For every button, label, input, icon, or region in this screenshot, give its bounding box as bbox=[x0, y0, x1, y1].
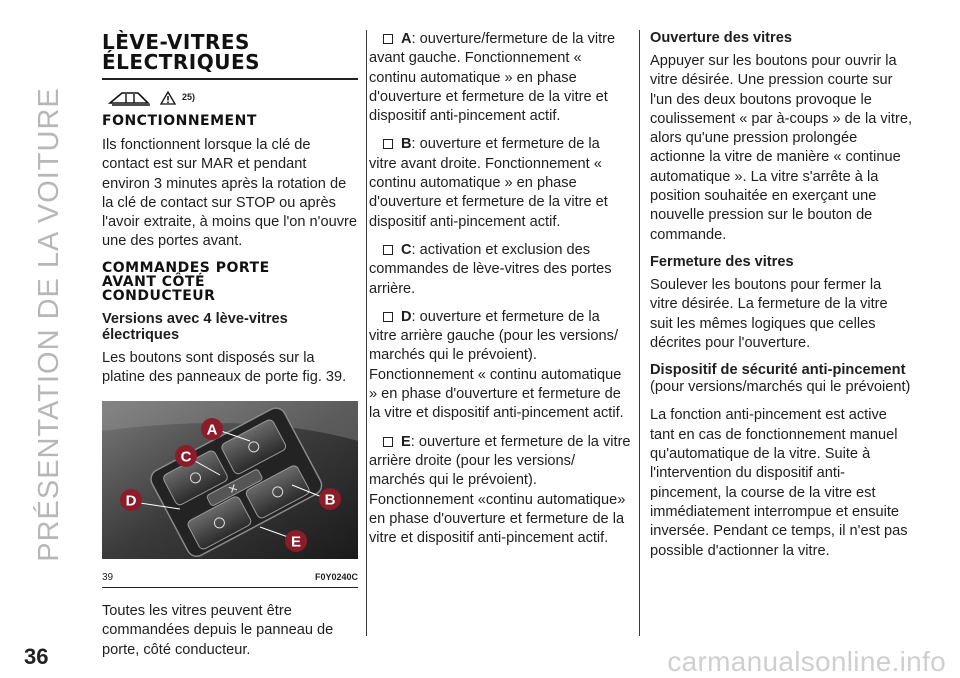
paragraph-fermeture: Soulever les boutons pour fermer la vitre désirée. La fermeture de la vitre suit les mêmes logiques que celles décrites pour l'ouverture. bbox=[650, 276, 888, 351]
callout-e: E bbox=[290, 533, 302, 551]
figure-number: 39 bbox=[102, 571, 114, 583]
list-item-d: D: ouverture et fermeture de la vitre arrière gauche (pour les versions/ marchés qui le prévoient). Fonctionnement « continu automatique » en phase d'ouverture et fermeture de la vitre et dispositif anti-pincement actif. bbox=[369, 308, 624, 422]
square-bullet-icon bbox=[383, 245, 393, 255]
list-item-e: E: ouverture et fermeture de la vitre arrière droite (pour les versions/ marchés qui le prévoient). Fonctionnement «continu automatique» en phase d'ouverture et fermeture de la vitre et dispositif anti-pincement actif. bbox=[369, 433, 631, 547]
square-bullet-icon bbox=[383, 312, 393, 322]
paragraph-toutes: Toutes les vitres peuvent être commandées depuis le panneau de porte, côté conducteur. bbox=[102, 602, 334, 658]
heading-commandes: COMMANDES PORTE AVANT CÔTÉ CONDUCTEUR bbox=[102, 259, 270, 304]
heading-dispositif: Dispositif de sécurité anti-pincement bbox=[650, 362, 906, 379]
side-section-title: PRÉSENTATION DE LA VOITURE bbox=[32, 86, 65, 562]
list-item-a: A: ouverture/fermeture de la vitre avant gauche. Fonctionnement « continu automatique » en phase d'ouverture et fermeture de la vitre et dispositif anti-pincement actif. bbox=[369, 31, 616, 125]
square-bullet-icon bbox=[383, 139, 393, 149]
paragraph-versions: Les boutons sont disposés sur la platine des panneaux de porte fig. 39. bbox=[102, 349, 347, 386]
list-item-c: C: activation et exclusion des commandes de lève-vitres des portes arrière. bbox=[369, 241, 612, 297]
paragraph-fonctionnement: Ils fonctionnent lorsque la clé de contact est sur MAR et pendant environ 3 minutes après la rotation de la clé de contact sur STOP ou après l'avoir extraite, à moins que l'on n'ouvre une des portes avant. bbox=[102, 137, 357, 250]
figure-caption bbox=[102, 568, 358, 587]
car-window-icon bbox=[108, 89, 156, 107]
title-rule bbox=[102, 78, 358, 80]
callout-a: A bbox=[206, 421, 218, 439]
column-1 bbox=[102, 30, 358, 669]
heading-versions: Versions avec 4 lève-vitres électriques bbox=[102, 310, 288, 343]
list-item-b: B: ouverture et fermeture de la vitre avant droite. Fonctionnement « continu automatique » en phase d'ouverture et fermeture de la vitre et dispositif anti-pincement actif. bbox=[369, 136, 608, 230]
page-number: 36 bbox=[24, 644, 49, 669]
callout-b: B bbox=[324, 491, 336, 509]
heading-fermeture: Fermeture des vitres bbox=[650, 253, 794, 270]
paragraph-dispositif-note: (pour versions/marchés qui le prévoient) bbox=[650, 379, 911, 396]
callout-c: C bbox=[180, 448, 192, 466]
paragraph-ouverture: Appuyer sur les boutons pour ouvrir la vitre désirée. Une pression courte sur l'un des deux boutons provoque le coulissement « par à-coups » de la vitre, alors qu'une pression prolongée actionne la vitre de manière « continue automatique ». La vitre s'arrête à la position souhaitée en exerçant une nouvelle pression sur le bouton de commande. bbox=[650, 53, 913, 243]
column-divider-2 bbox=[639, 30, 640, 636]
paragraph-dispositif: La fonction anti-pincement est active tant en cas de fonctionnement manuel qu'automatique de la vitre. Suite à l'intervention du dispositif anti-pincement, la course de la vitre est immédiatement interrompue et ensuite inversée. Pendant ce temps, il n'est pas possible d'actionner la vitre. bbox=[650, 407, 908, 559]
heading-fonctionnement: FONCTIONNEMENT bbox=[102, 113, 257, 129]
square-bullet-icon bbox=[383, 34, 393, 44]
section-title: LÈVE-VITRES ÉLECTRIQUES bbox=[102, 30, 261, 74]
square-bullet-icon bbox=[383, 437, 393, 447]
figure-code: F0Y0240C bbox=[314, 571, 358, 582]
column-divider-1 bbox=[366, 30, 367, 636]
warning-reference: 25) bbox=[182, 92, 196, 103]
warning-triangle-icon bbox=[160, 91, 176, 105]
window-switch-panel-photo bbox=[102, 401, 358, 559]
figure-39 bbox=[102, 401, 358, 588]
callout-d: D bbox=[125, 492, 137, 510]
column-3 bbox=[650, 30, 912, 570]
heading-ouverture: Ouverture des vitres bbox=[650, 30, 792, 46]
warning-line bbox=[108, 88, 358, 108]
watermark: carmanualsonline.info bbox=[667, 646, 946, 677]
figure-rule bbox=[102, 587, 358, 588]
column-2 bbox=[369, 30, 631, 557]
